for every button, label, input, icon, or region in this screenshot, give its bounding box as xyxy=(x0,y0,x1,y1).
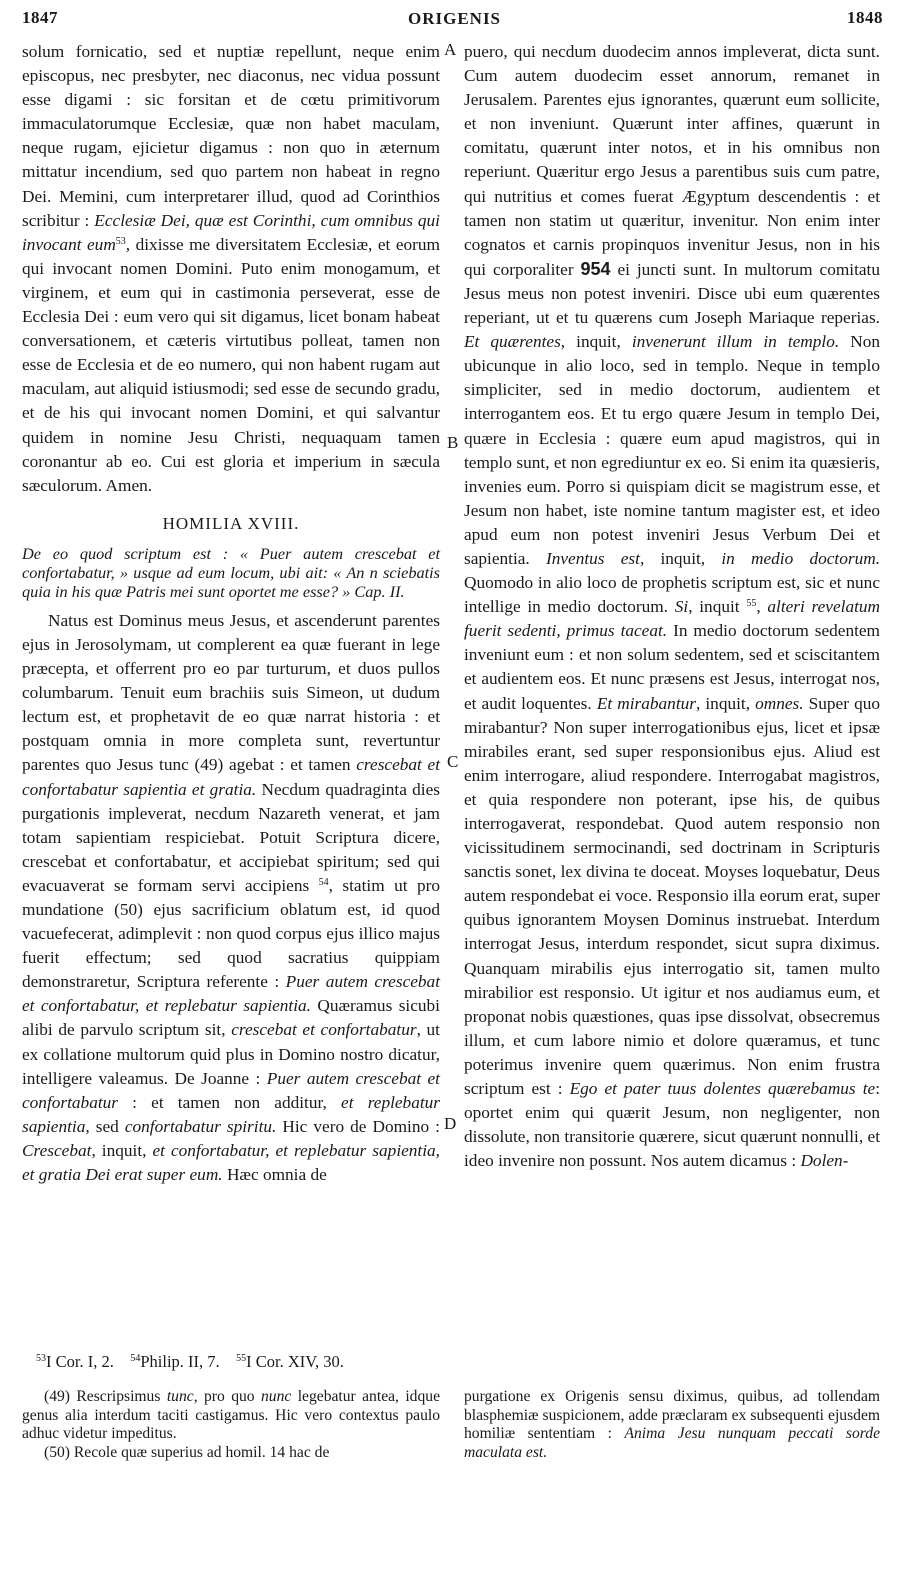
footnote-ref: $^{55}$I Cor. XIV, 30. xyxy=(236,1352,344,1371)
italic-text: tunc xyxy=(166,1388,194,1405)
text-run-right-a xyxy=(464,42,880,279)
page-header-left-column-number: 1847 xyxy=(22,8,58,27)
text-run: , statim ut pro mundatione (50) ejus sacrificium oblatum est, id quod vacuefecerat, adimplevit : non quod corpus ejus illico majus fuerit effectum; sed quod sacratius quippiam demonstraretur, Scriptura referente : xyxy=(22,875,440,992)
italic-text: crescebat et confortabatur sapientia et gratia. xyxy=(22,755,440,799)
text-run: Cap. II. xyxy=(354,581,405,601)
margin-letter-c: C xyxy=(447,752,459,771)
text-run: , dixisse me diversitatem Ecclesiæ, et eorum qui invocant nomen Domini. Puto enim monogamum, et virginem, et eum qui in castimonia perseverat, esse de Ecclesia Dei : eum vero qui sit digamus, licet bonam habeat conversationem, et cæteris virtutibus polleat, tamen non esse de Ecclesia et de eo numero, qui non habent rugam aut maculam, aut aliquid istiusmodi; sed esse de secundo gradu, et de his qui invocant nomen Domini, et qui salvantur quidem in nomine Jesu Christi, nequaquam tamen coronantur ab eo. Cui est gloria et imperium in sæcula sæculorum. Amen. xyxy=(22,234,440,495)
italic-text: alteri revelatum fuerit sedenti, primus taceat. xyxy=(464,597,881,641)
text-run: : et tamen non additur, xyxy=(118,1092,342,1112)
text-run: Quæramus sicubi alibi de parvulo scriptum sit, xyxy=(22,996,440,1040)
text-run: Hæc omnia de xyxy=(222,1165,327,1185)
text-run-right-b xyxy=(464,260,880,1170)
italic-text: Ego et pater tuus dolentes quærebamus te xyxy=(569,1079,876,1099)
page-header-right-column-number: 1848 xyxy=(847,8,883,27)
italic-text: Et mirabantur xyxy=(596,693,696,713)
italic-text: Si xyxy=(674,597,689,617)
text-run: Non ubicunque in alio loco, sed in templo. Neque in templo simpliciter, sed in medio doctorum, audientem et interrogantem eos. Et tu ergo quære Jesum in templo Dei, quære in Ecclesia : quære eum apud magistros, qui in templo sunt, et non egrediuntur ex eo. Si enim ita quæsieris, invenies eum. Porro si quispiam dicit se magistrum esse, et Jesum non habet, iste nomine tantum magister est, et ideo apud eum non potest inveniri Jesus Verbum Dei et sapientia. xyxy=(464,332,880,568)
right-text-column xyxy=(464,40,880,1173)
text-run: Quomodo in alio loco de prophetis scriptum est, sic et nunc intellige in medio doctorum. xyxy=(464,573,880,617)
text-run: , ut ex collatione multorum quid plus in Domino nostro dicatur, intelligere valeamus. De Joanne : xyxy=(22,1020,440,1088)
text-run: , inquit xyxy=(688,597,747,617)
footnote-references xyxy=(36,1352,436,1372)
text-run: solum fornicatio, sed et nuptiæ repellunt, neque enim episcopus, nec presbyter, nec diaconus, nec vidua possunt esse digami : sic forsitan et de cœtu primitivorum immaculatorumque Ecclesiæ, quæ non habet maculam, neque rugam, ejicietur digamus : non quo in æternum mittatur incendium, sed quo partem non habeat in regno Dei. Memini, cum interpretarer illud, quod ad Corinthios scribitur : xyxy=(22,42,440,230)
homily-description xyxy=(22,544,440,601)
text-run: (49) Rescripsimus xyxy=(44,1388,167,1405)
italic-text: confortabatur spiritu. xyxy=(124,1116,277,1136)
text-run: puero, qui necdum duodecim annos impleverat, dicta sunt. Cum autem duodecim esset annorum, remanet in Jerusalem. Parentes ejus ignorantes, quærunt eum sollicite, et non inveniunt. Quærunt inter affines, quærunt in comitatu, quærunt inter notos, et in his omnibus non reperiunt. Quæritur ergo Jesus a parentibus suis cum patre, qui nutritius et comes fuerat Ægyptum descendentis : et tamen non statim ut quæritur, invenitur. Non enim inter cognatos et carnis propinquos invenitur Jesus, non in his qui corporaliter xyxy=(464,42,880,279)
italic-text: Puer autem crescebat et confortabatur xyxy=(22,1068,440,1112)
paragraph-end-homily-xvii xyxy=(22,40,440,498)
italic-text: et replebatur sapientia xyxy=(22,1092,441,1136)
editor-note-50 xyxy=(22,1444,440,1463)
text-run: legebatur antea, idque genus alia interdum taciti castigamus. Hic vero contextus paulo adhuc videtur impeditus. xyxy=(22,1388,440,1442)
text-run: purgatione ex Origenis sensu diximus, quibus, ad tollendam blasphemiæ suspicionem, adde præclaram ex subsequenti ejusdem homiliæ sententiam : xyxy=(464,1388,880,1442)
margin-letter-d: D xyxy=(444,1114,457,1133)
page-header-title: ORIGENIS xyxy=(407,9,502,28)
text-run: , inquit, xyxy=(91,1140,153,1160)
margin-letter-b: B xyxy=(447,433,459,452)
text-run: : oportet enim qui quærit Jesum, non negligenter, non dissolute, non transitorie quærere, sicut quærunt nonnulli, et ideo invenire non possunt. Nos autem dicamus : xyxy=(464,1079,880,1171)
left-text-column xyxy=(22,40,440,1187)
paragraph-homily-xviii-start xyxy=(22,609,440,1187)
text-run: ei juncti sunt. In multorum comitatu Jesus meus non potest inveniri. Disce ubi eum quærentes reperiant, ut et tu quærens cum Joseph Mariaque reperias. xyxy=(464,259,881,328)
text-run: , inquit, xyxy=(639,548,722,568)
italic-text: Inventus est xyxy=(545,548,640,568)
column-number-954: 954 xyxy=(580,258,611,279)
footnote-ref: $^{53}$I Cor. I, 2. xyxy=(36,1352,114,1371)
italic-text: et confortabatur, et replebatur sapientia, et gratia Dei erat super eum. xyxy=(22,1140,440,1185)
footnote-marker: 53 xyxy=(115,235,126,247)
italic-text: omnes. xyxy=(755,693,804,713)
italic-text: crescebat et confortabatur xyxy=(231,1020,417,1040)
editor-notes-right xyxy=(464,1388,880,1462)
text-run: In medio doctorum sedentem inveniunt eum : et non solum sedentem, sed et sciscitantem et audientem eos. Et nunc præsens est Jesus, interrogat nos, et audit loquentes. xyxy=(464,621,880,713)
text-run: (50) Recole quæ superius ad homil. 14 hac de xyxy=(44,1443,330,1461)
editor-note-49 xyxy=(22,1388,440,1444)
homily-title: HOMILIA XVIII. xyxy=(162,513,300,533)
text-run: , inquit, xyxy=(695,693,756,713)
text-run: , sed xyxy=(85,1116,125,1136)
margin-letter-a: A xyxy=(444,40,457,59)
text-run: , inquit, xyxy=(560,332,632,352)
italic-text: Anima Jesu nunquam peccati sorde maculata est. xyxy=(464,1425,881,1461)
text-run: , pro quo xyxy=(193,1388,261,1405)
paragraph-right-column xyxy=(464,40,880,1173)
editor-notes-left xyxy=(22,1388,440,1462)
text-run: , xyxy=(756,597,768,617)
italic-text: Puer autem crescebat et confortabatur, et replebatur sapientia. xyxy=(22,972,440,1016)
italic-text: in medio doctorum. xyxy=(721,548,881,568)
footnote-marker: 55 xyxy=(746,598,757,610)
editor-note-50-continued xyxy=(464,1388,880,1462)
italic-text: Crescebat xyxy=(22,1140,92,1160)
text-run: Super quo mirabantur? Non super interrogationibus ejus, licet et ipsæ mirabiles erant, sed super responsionibus ejus. Aliud est enim interrogare, aliud respondere. Interrogabat magistros, et quia respondere non poterant, ipse his, de quibus interrogaverat, respondebat. Quod autem responsio non vicissitudinem sermocinandi, sed doctrinam in Scripturis sanctis sonet, lex divina te doceat. Moyses loquebatur, Deus autem respondebat ei voce. Responsio illa eorum erat, super quibus ignorantem Moysen Dominus instruebat. Interdum interrogat Jesus, interdum respondet, sicut supra diximus. Quanquam mirabilis ejus interrogatio sit, tamen multo mirabilior est responsio. Ut igitur et nos audiamus eum, et proponat nobis quæstiones, quas ipse dissolvat, obsecremus illum, et cum labore nimio et dolore quæramus, et tunc poterimus invenire quem quærimus. Non enim frustra scriptum est : xyxy=(464,693,880,1099)
italic-text: nunc xyxy=(261,1388,292,1405)
footnote-marker: 54 xyxy=(318,876,329,888)
text-run: Necdum quadraginta dies purgationis impleverat, necdum Nazareth venerat, et jam totam sapientiam respiciebat. Potuit Scriptura dicere, crescebat et confortabatur, et accipiebat spiritum; sed qui evacuaverat se formam servi accipiens xyxy=(22,779,440,895)
italic-text: Dolen- xyxy=(800,1151,849,1171)
text-run: Natus est Dominus meus Jesus, et ascenderunt parentes ejus in Jerosolymam, ut complerent ea quæ fuerant in lege præcepta, et offerrent pro eo par turturum, et duos pullos columbarum. Tenuit eum brachiis suis Simeon, ut dudum lectum est, et prophetavit de eo quæ narrat historia : et postquam omnia in more completa sunt, revertuntur parentes quo Jesus tunc (49) agebat : et tamen xyxy=(22,610,440,775)
italic-text: Et quærentes xyxy=(464,332,561,352)
footnote-ref: $^{54}$Philip. II, 7. xyxy=(130,1352,220,1371)
italic-text: Ecclesiæ Dei, quæ est Corinthi, cum omnibus qui invocant eum xyxy=(22,210,440,254)
italic-text: invenerunt illum in templo. xyxy=(631,332,840,352)
italic-text: De eo quod scriptum est : « Puer autem crescebat et confortabatur, » usque ad eum locum, ubi ait: « An n sciebatis quia in his quæ Patris mei sunt oportet me esse? » xyxy=(22,543,440,601)
text-run: Hic vero de Domino : xyxy=(276,1116,440,1136)
